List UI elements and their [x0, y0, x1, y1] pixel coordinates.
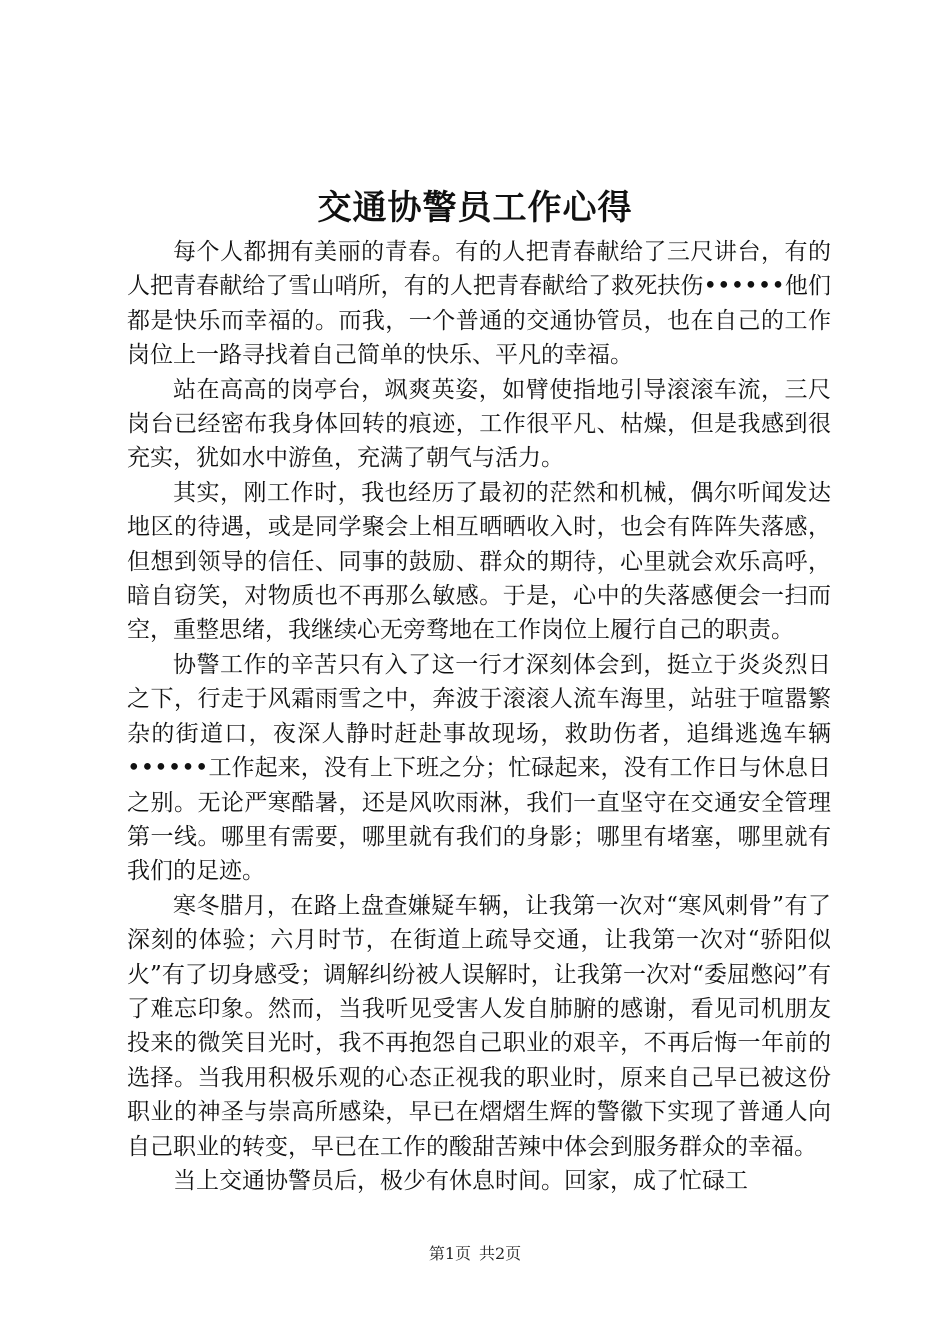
page-footer [0, 1243, 950, 1265]
paragraph: 协警工作的辛苦只有入了这一行才深刻体会到，挺立于炎炎烈日之下，行走于风霜雨雪之中，奔波于滚滚人流车海里，站驻于喧嚣繁杂的街道口，夜深人静时赶赴事故现场，救助伤者，追缉逃逸车辆••••••工作起来，没有上下班之分；忙碌起来，没有工作日与休息日之别。无论严寒酷暑，还是风吹雨淋，我们一直坚守在交通安全管理第一线。哪里有需要，哪里就有我们的身影；哪里有堵塞，哪里就有我们的足迹。 [127, 651, 831, 885]
document-title: 交通协警员工作心得 [317, 188, 633, 228]
page-total: 共2页 [479, 1244, 522, 1263]
paragraph: 当上交通协警员后，极少有休息时间。回家，成了忙碌工 [173, 1167, 748, 1194]
paragraph: 其实，刚工作时，我也经历了最初的茫然和机械，偶尔听闻发达地区的待遇，或是同学聚会上相互晒晒收入时，也会有阵阵失落感，但想到领导的信任、同事的鼓励、群众的期待，心里就会欢乐高呼，暗自窃笑，对物质也不再那么敏感。于是，心中的失落感便会一扫而空，重整思绪，我继续心无旁骛地在工作岗位上履行自己的职责。 [127, 479, 831, 644]
paragraph: 站在高高的岗亭台，飒爽英姿，如臂使指地引导滚滚车流，三尺岗台已经密布我身体回转的痕迹，工作很平凡、枯燥，但是我感到很充实，犹如水中游鱼，充满了朝气与活力。 [127, 376, 831, 472]
paragraph: 寒冬腊月，在路上盘查嫌疑车辆，让我第一次对“寒风刺骨”有了深刻的体验；六月时节，在街道上疏导交通，让我第一次对“骄阳似火”有了切身感受；调解纠纷被人误解时，让我第一次对“委屈憋闷”有了难忘印象。然而，当我听见受害人发自肺腑的感谢，看见司机朋友投来的微笑目光时，我不再抱怨自己职业的艰辛，不再后悔一年前的选择。当我用积极乐观的心态正视我的职业时，原来自己早已被这份职业的神圣与崇高所感染，早已在熠熠生辉的警徽下实现了普通人向自己职业的转变，早已在工作的酸甜苦辣中体会到服务群众的幸福。 [127, 892, 831, 1160]
page-number: 第1页 [428, 1244, 471, 1263]
paragraph: 每个人都拥有美丽的青春。有的人把青春献给了三尺讲台，有的人把青春献给了雪山哨所，有的人把青春献给了救死扶伤••••••他们都是快乐而幸福的。而我，一个普通的交通协管员，也在自己的工作岗位上一路寻找着自己简单的快乐、平凡的幸福。 [127, 239, 831, 369]
document-body [127, 235, 831, 1198]
